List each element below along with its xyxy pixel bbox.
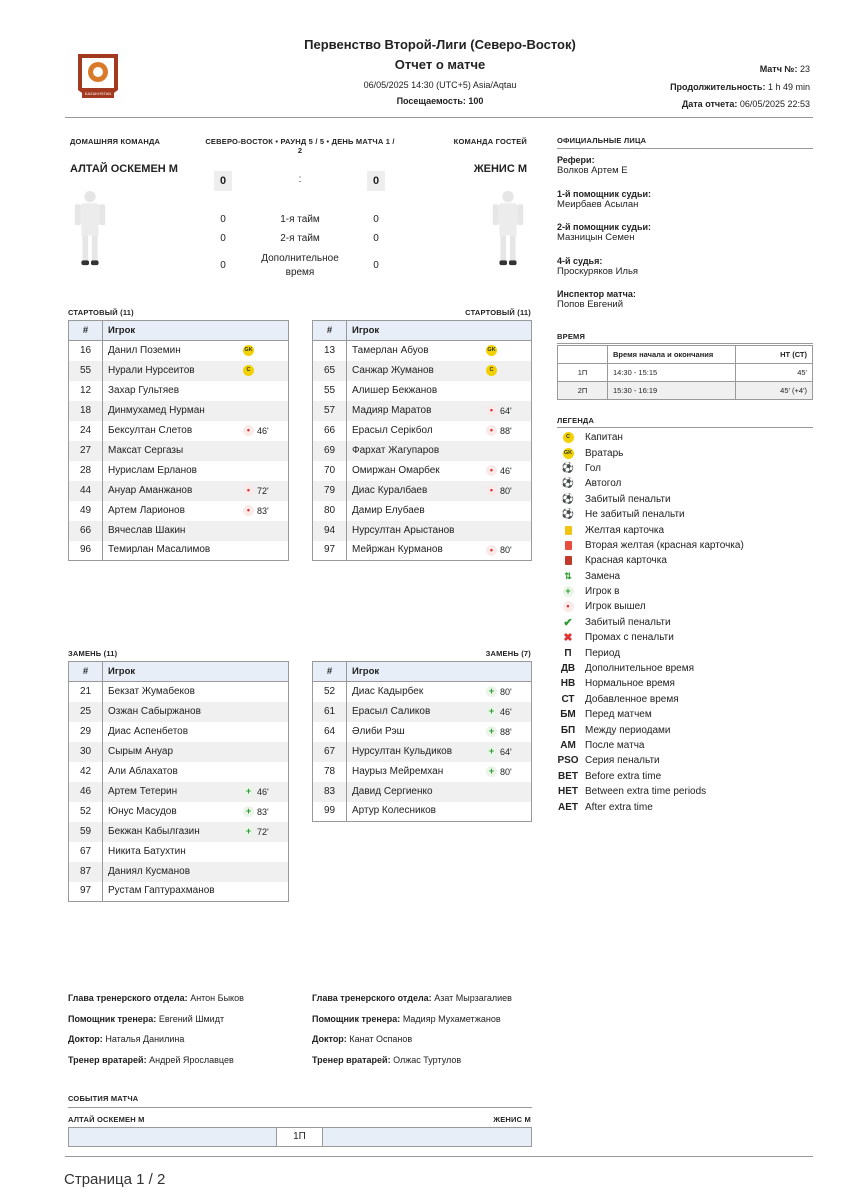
player-number: 28 — [69, 461, 103, 481]
goalkeeper-icon: GK — [243, 345, 254, 356]
sub-in-minute: 88' — [500, 726, 512, 737]
player-name: Максат Сергазы — [108, 444, 184, 456]
sub-out-minute: 83' — [257, 505, 269, 516]
legend-icon: П — [564, 647, 572, 659]
player-row — [69, 682, 289, 702]
home-subs-label: ЗАМЕНЬ (11) — [68, 649, 118, 658]
legend-item — [557, 569, 813, 584]
player-row — [313, 682, 532, 702]
home-player-silhouette-icon — [70, 188, 110, 273]
legend-item — [557, 692, 813, 707]
player-name: Нурсултан Кульдиков — [352, 745, 453, 757]
time-table: Время начала и окончания НТ (СТ) 1П 14:30 - 15:15 45' 2П 15:30 - 16:19 45' (+4') — [557, 345, 813, 400]
player-row — [69, 762, 289, 782]
legend-item — [557, 553, 813, 568]
player-row — [313, 481, 532, 501]
period-2-label: 2-я тайм — [280, 233, 320, 244]
player-row — [313, 501, 532, 521]
legend-text: Нормальное время — [585, 678, 675, 690]
player-row — [313, 401, 532, 421]
sub-out-minute: 64' — [500, 405, 512, 416]
legend-text: Серия пенальти — [585, 755, 660, 767]
official-assistant-2: 2-й помощник судьи: Мазницын Семен — [557, 222, 652, 243]
legend-icon: ⚽ — [561, 462, 575, 474]
player-number: 49 — [69, 501, 103, 521]
player-in-icon: + — [486, 766, 497, 777]
legend-text: Красная карточка — [585, 555, 667, 567]
player-row — [313, 782, 532, 802]
player-row — [69, 441, 289, 461]
player-out-icon: • — [243, 505, 254, 516]
captain-icon: C — [486, 365, 497, 376]
sub-out-minute: 46' — [257, 425, 269, 436]
svg-text:KAZAKHSTAN: KAZAKHSTAN — [84, 91, 112, 96]
legend-item — [557, 645, 813, 660]
legend-text: Игрок вышел — [585, 601, 646, 613]
legend-icon: ДВ — [560, 663, 576, 675]
player-row — [69, 521, 289, 541]
sub-in-minute: 80' — [500, 686, 512, 697]
legend-icon: HET — [558, 786, 578, 798]
player-name: Фархат Жагупаров — [352, 444, 440, 456]
player-row — [69, 802, 289, 822]
player-number: 78 — [313, 762, 347, 782]
sub-in-minute: 64' — [500, 746, 512, 757]
player-name: Темирлан Масалимов — [108, 544, 211, 556]
player-out-icon: • — [486, 485, 497, 496]
legend-icon: • — [557, 601, 579, 612]
player-name: Омиржан Омарбек — [352, 464, 440, 476]
sub-in-minute: 46' — [257, 786, 269, 797]
sub-out-minute: 80' — [500, 545, 512, 556]
player-row — [69, 381, 289, 401]
sub-in-minute: 80' — [500, 766, 512, 777]
legend-item — [557, 676, 813, 691]
player-in-icon: + — [243, 826, 254, 837]
player-number: 44 — [69, 481, 103, 501]
player-out-icon: • — [486, 425, 497, 436]
legend-item — [557, 722, 813, 737]
legend-icon: PSO — [557, 755, 579, 767]
player-name: Артем Ларионов — [108, 504, 185, 516]
legend-text: Вратарь — [585, 447, 624, 459]
player-name: Бекжан Кабылгазин — [108, 825, 200, 837]
match-datetime: 06/05/2025 14:30 (UTC+5) Asia/Aqtau — [363, 80, 517, 90]
player-number: 18 — [69, 401, 103, 421]
sub-out-minute: 46' — [500, 465, 512, 476]
legend-text: Не забитый пенальти — [585, 509, 685, 521]
score-separator: : — [298, 174, 302, 185]
player-row — [69, 541, 289, 561]
player-name: Никита Батухтин — [108, 845, 186, 857]
home-staff-doctor: Доктор: Наталья Данилина — [68, 1034, 185, 1044]
legend-title: ЛЕГЕНДА — [557, 416, 595, 425]
legend-item — [557, 507, 813, 522]
away-staff-doctor: Доктор: Канат Оспанов — [312, 1034, 413, 1044]
legend-icon: GK — [557, 448, 579, 459]
player-number: 67 — [313, 742, 347, 762]
events-period: 1П — [277, 1128, 323, 1146]
round-info: СЕВЕРО-ВОСТОК • РАУНД 5 / 5 • ДЕНЬ МАТЧА 1 / 2 — [205, 137, 395, 155]
legend-item — [557, 461, 813, 476]
legend-icon: ⚽ — [561, 493, 575, 505]
sub-in-minute: 72' — [257, 826, 269, 837]
player-in-icon: + — [243, 806, 254, 817]
report-date: Дата отчета: 06/05/2025 22:53 — [681, 99, 810, 109]
legend-icon: БМ — [560, 709, 576, 721]
legend-text: After extra time — [585, 801, 653, 813]
league-title: Первенство Второй-Лиги (Северо-Восток) — [304, 37, 576, 52]
player-name: Данил Поземин — [108, 344, 181, 356]
sub-in-minute: 83' — [257, 806, 269, 817]
time-row-2: 2П 15:30 - 16:19 45' (+4') — [558, 382, 813, 400]
player-out-icon: • — [486, 465, 497, 476]
player-row — [313, 702, 532, 722]
legend-icon — [557, 541, 579, 550]
player-number: 61 — [313, 702, 347, 722]
legend-text: Добавленное время — [585, 693, 679, 705]
sub-out-minute: 80' — [500, 485, 512, 496]
player-row — [69, 461, 289, 481]
legend-text: Период — [585, 647, 621, 659]
legend-icon: БП — [560, 724, 576, 736]
player-name: Мейржан Курманов — [352, 544, 443, 556]
player-number: 13 — [313, 341, 347, 361]
officials-title: ОФИЦИАЛЬНЫЕ ЛИЦА — [557, 136, 647, 145]
player-number: 83 — [313, 782, 347, 802]
away-team-name: ЖЕНИС М — [473, 163, 527, 175]
legend-item — [557, 538, 813, 553]
player-row — [69, 842, 289, 862]
player-name: Бексултан Слетов — [108, 424, 193, 436]
player-in-icon: + — [486, 706, 497, 717]
period-1-away: 0 — [373, 214, 379, 225]
player-number: 65 — [313, 361, 347, 381]
player-name: Наурыз Мейремхан — [352, 765, 444, 777]
legend-text: Капитан — [585, 432, 623, 444]
legend-icon: AET — [558, 801, 578, 813]
player-number: 69 — [313, 441, 347, 461]
legend-icon: АМ — [560, 740, 576, 751]
player-number: 64 — [313, 722, 347, 742]
player-name: Давид Сергиенко — [352, 785, 433, 797]
player-number: 16 — [69, 341, 103, 361]
player-number: 29 — [69, 722, 103, 742]
player-out-icon: • — [243, 425, 254, 436]
time-title: ВРЕМЯ — [557, 332, 586, 341]
events-title: СОБЫТИЯ МАТЧА — [68, 1094, 139, 1103]
goalkeeper-icon: GK — [486, 345, 497, 356]
away-staff-head: Глава тренерского отдела: Азат Мырзагалиев — [312, 993, 512, 1003]
attendance: Посещаемость: 100 — [396, 96, 484, 106]
legend-list — [557, 430, 813, 815]
officials-list — [557, 155, 813, 323]
away-player-silhouette-icon — [488, 188, 528, 273]
away-subs-table: # Игрок 52 Диас Кадырбек + 80' 61 Ерасыл Саликов + 46' 64 Әлиби Рэш + 88' 67 Нурсултан Кульдиков + 64' 78 Наурыз Мейремхан + 80' 83 Давид Сергиенко 99 Артур Колесников — [312, 661, 532, 822]
events-timeline — [68, 1127, 532, 1147]
player-row — [69, 361, 289, 381]
player-name: Диас Кадырбек — [352, 685, 424, 697]
player-row — [313, 381, 532, 401]
player-name: Захар Гультяев — [108, 384, 180, 396]
legend-text: Забитый пенальти — [585, 493, 671, 505]
player-number: 46 — [69, 782, 103, 802]
legend-item — [557, 615, 813, 630]
player-name: Ерасыл Саликов — [352, 705, 431, 717]
player-name: Вячеслав Шакин — [108, 524, 186, 536]
away-starting-table: # Игрок 13 Тамерлан Абуов GK 65 Санжар Жуманов C 55 Алишер Бекжанов 57 Мадияр Маратов • 64' 66 Ерасыл Серікбол • 88' 69 Фархат Жагупаров 70 Омиржан Омарбек • 46' 79 Диас Куралбаев • 80' 80 Дамир Елубаев 94 Нурсултан Арыстанов 97 Мейржан Курманов • 80' — [312, 320, 532, 561]
player-name: Динмухамед Нурман — [108, 404, 205, 416]
legend-item — [557, 522, 813, 537]
player-number: 66 — [69, 521, 103, 541]
player-name: Тамерлан Абуов — [352, 344, 429, 356]
player-out-icon: • — [486, 545, 497, 556]
legend-item — [557, 584, 813, 599]
legend-text: Забитый пенальти — [585, 616, 671, 628]
player-number: 57 — [313, 401, 347, 421]
legend-item — [557, 753, 813, 768]
player-name: Рустам Гаптурахманов — [108, 885, 215, 897]
legend-text: Между периодами — [585, 724, 671, 736]
legend-text: Before extra time — [585, 770, 662, 782]
player-number: 52 — [69, 802, 103, 822]
match-number: Матч №: 23 — [759, 64, 810, 74]
legend-icon: СТ — [561, 693, 575, 705]
player-row — [313, 341, 532, 361]
legend-item — [557, 661, 813, 676]
player-number: 67 — [69, 842, 103, 862]
player-name: Диас Куралбаев — [352, 484, 428, 496]
player-number: 80 — [313, 501, 347, 521]
player-number: 59 — [69, 822, 103, 842]
player-number: 42 — [69, 762, 103, 782]
player-name: Дамир Елубаев — [352, 504, 425, 516]
player-number: 94 — [313, 521, 347, 541]
official-fourth: 4-й судья: Проскуряков Илья — [557, 255, 639, 277]
official-referee: Рефери: Волков Артем Е — [557, 155, 628, 176]
player-row — [313, 441, 532, 461]
player-number: 87 — [69, 862, 103, 882]
player-number: 55 — [69, 361, 103, 381]
player-name: Әлиби Рэш — [352, 725, 405, 737]
captain-icon: C — [243, 365, 254, 376]
player-in-icon: + — [243, 786, 254, 797]
away-staff-assistant: Помощник тренера: Мадияр Мухаметжанов — [312, 1013, 501, 1024]
legend-item — [557, 445, 813, 460]
player-name: Артем Тетерин — [108, 785, 178, 797]
player-row — [313, 361, 532, 381]
player-in-icon: + — [486, 726, 497, 737]
legend-icon: ✔ — [563, 616, 573, 629]
home-starting-table: # Игрок 16 Данил Поземин GK 55 Нурали Нурсеитов C 12 Захар Гультяев 18 Динмухамед Нурман 24 Бексултан Слетов • 46' 27 Максат Сергазы 28 Нурислам Ерланов 44 Ануар Аманжанов • 72' 49 Артем Ларионов • 83' 66 Вячеслав Шакин 96 Темирлан Масалимов — [68, 320, 289, 561]
legend-icon — [557, 526, 579, 535]
legend-icon: BET — [558, 770, 578, 782]
player-row — [69, 822, 289, 842]
player-name: Ерасыл Серікбол — [352, 424, 433, 436]
home-starting-label: СТАРТОВЫЙ (11) — [68, 308, 134, 317]
legend-item — [557, 784, 813, 799]
player-row — [313, 421, 532, 441]
player-name: Диас Аспенбетов — [108, 725, 189, 737]
player-name: Даниял Кусманов — [108, 865, 191, 877]
period-1-label: 1-я тайм — [280, 214, 320, 225]
legend-icon: ✖ — [563, 632, 573, 645]
player-name: Алишер Бекжанов — [352, 384, 438, 396]
legend-text: Гол — [585, 462, 601, 474]
period-2-away: 0 — [373, 233, 379, 244]
home-staff-assistant: Помощник тренера: Евгений Шмидт — [68, 1013, 225, 1024]
player-name: Мадияр Маратов — [352, 404, 432, 416]
player-row — [69, 421, 289, 441]
legend-icon — [557, 556, 579, 565]
legend-text: Замена — [585, 570, 621, 582]
player-name: Бекзат Жумабеков — [108, 685, 195, 697]
player-out-icon: • — [486, 405, 497, 416]
player-in-icon: + — [486, 686, 497, 697]
legend-item — [557, 476, 813, 491]
period-1-home: 0 — [220, 214, 226, 225]
player-number: 97 — [313, 541, 347, 561]
player-row — [313, 802, 532, 822]
player-row — [69, 702, 289, 722]
legend-item — [557, 738, 813, 753]
home-team-label: ДОМАШНЯЯ КОМАНДА — [70, 137, 161, 146]
player-number: 99 — [313, 802, 347, 822]
legend-text: Автогол — [585, 478, 622, 490]
away-score: 0 — [367, 171, 385, 191]
home-staff-gk-coach: Тренер вратарей: Андрей Ярославцев — [68, 1054, 234, 1065]
sub-out-minute: 88' — [500, 425, 512, 436]
player-row — [69, 481, 289, 501]
home-team-name: АЛТАЙ ОСКЕМЕН М — [70, 163, 178, 175]
time-row-1: 1П 14:30 - 15:15 45' — [558, 364, 813, 382]
legend-item — [557, 769, 813, 784]
sub-in-minute: 46' — [500, 706, 512, 717]
player-number: 12 — [69, 381, 103, 401]
extra-time-away: 0 — [373, 260, 379, 271]
legend-text: Игрок в — [585, 586, 620, 598]
legend-icon: ⇅ — [564, 570, 572, 581]
legend-item — [557, 799, 813, 814]
official-inspector: Инспектор матча: Попов Евгений — [557, 289, 636, 310]
league-logo — [74, 50, 122, 106]
away-subs-label: ЗАМЕНЬ (7) — [485, 649, 531, 658]
legend-icon: ⚽ — [561, 478, 575, 490]
legend-text: Желтая карточка — [585, 524, 665, 536]
legend-item — [557, 492, 813, 507]
player-row — [313, 541, 532, 561]
extra-time-label: Дополнительное время — [261, 253, 339, 278]
home-score: 0 — [214, 171, 232, 191]
player-name: Ануар Аманжанов — [108, 484, 193, 496]
player-number: 66 — [313, 421, 347, 441]
player-row — [69, 501, 289, 521]
events-away-team: ЖЕНИС М — [493, 1115, 531, 1124]
away-staff-gk-coach: Тренер вратарей: Олжас Туртулов — [312, 1054, 462, 1065]
player-row — [69, 862, 289, 882]
player-number: 21 — [69, 682, 103, 702]
player-number: 55 — [313, 381, 347, 401]
legend-text: Вторая желтая (красная карточка) — [585, 539, 744, 551]
player-row — [313, 461, 532, 481]
home-subs-table: # Игрок 21 Бекзат Жумабеков 25 Озжан Сабыржанов 29 Диас Аспенбетов 30 Сырым Ануар 42 Али Аблахатов 46 Артем Тетерин + 46' 52 Юнус Масудов + 83' 59 Бекжан Кабылгазин + 72' 67 Никита Батухтин 87 Даниял Кусманов 97 Рустам Гаптурахманов — [68, 661, 289, 902]
legend-icon: C — [557, 432, 579, 443]
player-out-icon: • — [243, 485, 254, 496]
home-staff — [68, 988, 244, 1070]
player-number: 97 — [69, 882, 103, 902]
away-starting-label: СТАРТОВЫЙ (11) — [465, 308, 531, 317]
player-name: Нурсултан Арыстанов — [352, 524, 455, 536]
player-row — [69, 742, 289, 762]
player-row — [69, 401, 289, 421]
player-name: Нурислам Ерланов — [108, 464, 197, 476]
player-row — [69, 722, 289, 742]
player-number: 70 — [313, 461, 347, 481]
player-name: Нурали Нурсеитов — [108, 364, 195, 376]
legend-text: Between extra time periods — [585, 786, 707, 798]
player-row — [69, 341, 289, 361]
away-team-label: КОМАНДА ГОСТЕЙ — [453, 137, 527, 146]
extra-time-home: 0 — [220, 260, 226, 271]
player-number: 30 — [69, 742, 103, 762]
legend-icon: + — [557, 586, 579, 597]
events-home-team: АЛТАЙ ОСКЕМЕН М — [68, 1115, 145, 1124]
player-row — [313, 762, 532, 782]
legend-text: Дополнительное время — [585, 663, 695, 675]
official-assistant-1: 1-й помощник судьи: Меирбаев Асылан — [557, 188, 652, 210]
legend-item — [557, 599, 813, 614]
player-row — [69, 782, 289, 802]
player-name: Озжан Сабыржанов — [108, 705, 201, 717]
legend-item — [557, 430, 813, 445]
player-number: 24 — [69, 421, 103, 441]
player-name: Сырым Ануар — [108, 745, 174, 757]
player-name: Санжар Жуманов — [352, 364, 434, 376]
player-number: 79 — [313, 481, 347, 501]
home-staff-head: Глава тренерского отдела: Антон Быков — [68, 993, 244, 1003]
period-2-home: 0 — [220, 233, 226, 244]
match-duration: Продолжительность: 1 h 49 min — [670, 82, 810, 92]
player-in-icon: + — [486, 746, 497, 757]
player-number: 27 — [69, 441, 103, 461]
player-number: 52 — [313, 682, 347, 702]
legend-icon: НВ — [560, 678, 576, 690]
player-row — [313, 742, 532, 762]
legend-text: Перед матчем — [585, 709, 652, 721]
legend-item — [557, 630, 813, 645]
legend-item — [557, 707, 813, 722]
away-staff — [312, 988, 512, 1070]
player-number: 96 — [69, 541, 103, 561]
legend-text: После матча — [585, 740, 645, 751]
player-row — [313, 722, 532, 742]
report-title: Отчет о матче — [394, 57, 486, 72]
player-name: Юнус Масудов — [108, 805, 177, 817]
legend-text: Промах с пенальти — [585, 632, 674, 644]
player-row — [313, 521, 532, 541]
sub-out-minute: 72' — [257, 485, 269, 496]
player-row — [69, 882, 289, 902]
player-name: Али Аблахатов — [108, 765, 178, 777]
player-name: Артур Колесников — [352, 805, 436, 817]
player-number: 25 — [69, 702, 103, 722]
legend-icon: ⚽ — [561, 509, 575, 521]
page-number: Страница 1 / 2 — [64, 1171, 166, 1188]
